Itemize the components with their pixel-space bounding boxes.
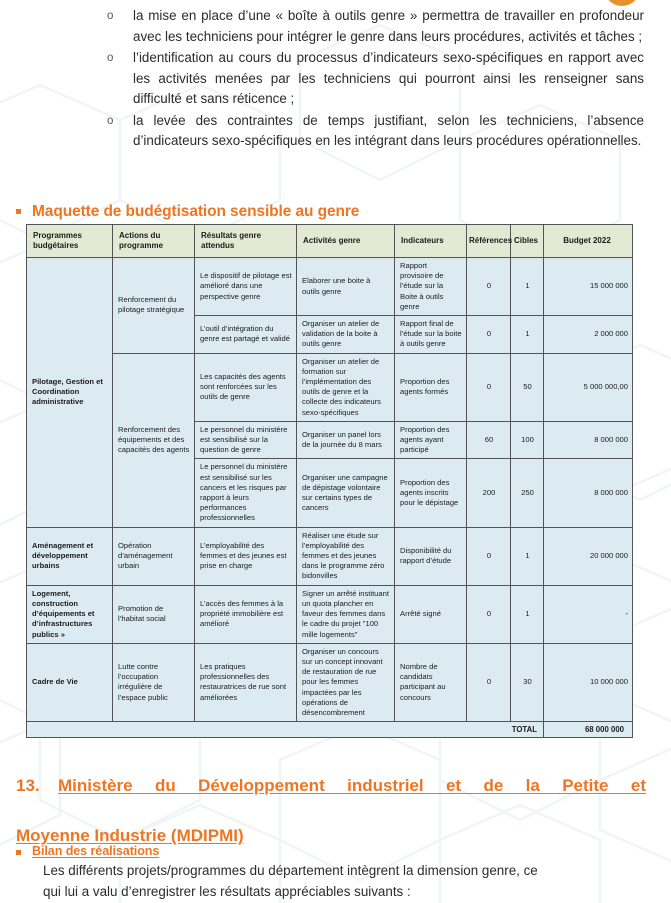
cell-budget: 8 000 000 <box>544 459 633 527</box>
cell-budget: 8 000 000 <box>544 421 633 459</box>
cell-resultat: Les capacités des agents sont renforcées sur les outils de genre <box>195 353 297 421</box>
cell-indicateur: Nombre de candidats participant au concours <box>395 643 467 721</box>
column-header-actions: Actions du programme <box>113 225 195 258</box>
intro-bullet-list <box>104 6 644 153</box>
column-header-indicateurs: Indicateurs <box>395 225 467 258</box>
cell-cible: 1 <box>511 258 544 316</box>
cell-reference: 60 <box>467 421 511 459</box>
ministry-title-line-1 <box>16 773 646 823</box>
cell-reference: 0 <box>467 585 511 643</box>
cell-budget: 10 000 000 <box>544 643 633 721</box>
cell-indicateur: Proportion des agents ayant participé <box>395 421 467 459</box>
cell-activite: Réaliser une étude sur l’employabilité des femmes et des jeunes dans le programme zéro bidonvilles <box>297 527 395 585</box>
bilan-paragraph-line-1: Les différents projets/programmes du département intègrent la dimension genre, ce <box>43 863 538 878</box>
cell-budget: - <box>544 585 633 643</box>
table-body <box>27 258 633 738</box>
cell-budget: 20 000 000 <box>544 527 633 585</box>
cell-resultat: Le dispositif de pilotage est amélioré dans une perspective genre <box>195 258 297 316</box>
table-row <box>27 643 633 721</box>
ministry-section-heading <box>16 773 646 848</box>
cell-reference: 0 <box>467 643 511 721</box>
cell-programme: Cadre de Vie <box>27 643 113 721</box>
cell-activite: Organiser un atelier de validation de la boite à outils genre <box>297 316 395 354</box>
cell-resultat: Le personnel du ministère est sensibilisé sur la question de genre <box>195 421 297 459</box>
cell-budget: 15 000 000 <box>544 258 633 316</box>
list-item-text: l’identification au cours du processus d’indicateurs sexo-spécifiques en rapport avec les activités menées par les techniciens qui pourront ainsi les renseigner sans difficulté et sans réticence ; <box>133 50 644 106</box>
cell-resultat: L’employabilité des femmes et des jeunes est prise en charge <box>195 527 297 585</box>
cell-reference: 0 <box>467 353 511 421</box>
cell-resultat: L’outil d’intégration du genre est partagé et validé <box>195 316 297 354</box>
maquette-heading-text: Maquette de budégtisation sensible au genre <box>32 203 360 220</box>
budget-table-container <box>26 224 632 738</box>
maquette-section-heading <box>16 202 359 221</box>
table-header <box>27 225 633 258</box>
cell-cible: 50 <box>511 353 544 421</box>
column-header-programmes: Programmes budgétaires <box>27 225 113 258</box>
total-value: 68 000 000 <box>544 722 633 738</box>
table-row <box>27 258 633 316</box>
cell-reference: 0 <box>467 527 511 585</box>
cell-programme: Logement, construction d’équipements et d’infrastructures publics » <box>27 585 113 643</box>
table-total-row <box>27 722 633 738</box>
square-bullet-icon <box>16 850 21 855</box>
cell-resultat: L’accès des femmes à la propriété immobilière est amélioré <box>195 585 297 643</box>
cell-indicateur: Proportion des agents formés <box>395 353 467 421</box>
column-header-activites: Activités genre <box>297 225 395 258</box>
cell-budget: 2 000 000 <box>544 316 633 354</box>
cell-indicateur: Proportion des agents inscrits pour le dépistage <box>395 459 467 527</box>
cell-indicateur: Disponibilité du rapport d’étude <box>395 527 467 585</box>
table-header-row <box>27 225 633 258</box>
cell-activite: Elaborer une boite à outils genre <box>297 258 395 316</box>
table-row <box>27 527 633 585</box>
table-row <box>27 353 633 421</box>
ministry-title-part-1: Ministère du Développement industriel et de la Petite et <box>58 776 646 795</box>
bilan-section-heading <box>16 843 159 859</box>
cell-cible: 100 <box>511 421 544 459</box>
bilan-paragraph-line-2: qui lui a valu d’enregistrer les résultats appréciables suivants : <box>43 884 411 899</box>
cell-activite: Organiser un atelier de formation sur l’implémentation des outils de genre et la collecte des indicateurs sexo-spécifiques <box>297 353 395 421</box>
cell-indicateur: Arrêté signé <box>395 585 467 643</box>
cell-budget: 5 000 000,00 <box>544 353 633 421</box>
cell-action: Opération d’aménagement urbain <box>113 527 195 585</box>
circle-bullet-icon: o <box>107 52 114 64</box>
total-label: TOTAL <box>27 722 544 738</box>
cell-action: Lutte contre l’occupation irrégulière de l’espace public <box>113 643 195 721</box>
list-item <box>104 48 644 110</box>
cell-cible: 1 <box>511 585 544 643</box>
cell-cible: 1 <box>511 316 544 354</box>
cell-indicateur: Rapport final de l’étude sur la boite à outils genre <box>395 316 467 354</box>
cell-indicateur: Rapport provisoire de l’étude sur la Boite à outils genre <box>395 258 467 316</box>
ministry-title-part-2: Moyenne Industrie (MDIPMI) <box>16 826 244 845</box>
cell-programme: Aménagement et développement urbains <box>27 527 113 585</box>
cell-reference: 200 <box>467 459 511 527</box>
table-row <box>27 585 633 643</box>
square-bullet-icon <box>16 209 21 214</box>
cell-activite: Organiser un panel lors de la journée du 8 mars <box>297 421 395 459</box>
cell-resultat: Le personnel du ministère est sensibilisé sur les cancers et les risques par rapport à leurs performances professionnelles <box>195 459 297 527</box>
cell-cible: 30 <box>511 643 544 721</box>
cell-activite: Organiser un concours sur un concept innovant de restauration de rue pour les femmes impactées par les opérations de désencombrement <box>297 643 395 721</box>
cell-reference: 0 <box>467 316 511 354</box>
circle-bullet-icon: o <box>107 10 114 22</box>
cell-activite: Organiser une campagne de dépistage volontaire sur certains types de cancers <box>297 459 395 527</box>
bilan-heading-text: Bilan des réalisations <box>32 844 160 858</box>
cell-cible: 1 <box>511 527 544 585</box>
cell-action: Renforcement des équipements et des capacités des agents <box>113 353 195 527</box>
list-item-text: la levée des contraintes de temps justifiant, selon les techniciens, l’absence d’indicateurs sexo-spécifiques en les intégrant dans leurs procédures opérationnelles. <box>133 112 644 148</box>
cell-resultat: Les pratiques professionnelles des restauratrices de rue sont améliorées <box>195 643 297 721</box>
list-item-text: la mise en place d’une « boîte à outils genre » permettra de travailler en profondeur avec les techniciens pour intégrer le genre dans leurs procédures, activités et tâches ; <box>133 8 644 44</box>
column-header-resultats: Résultats genre attendus <box>195 225 297 258</box>
ministry-number: 13. <box>16 776 40 795</box>
bilan-paragraph <box>43 860 644 902</box>
column-header-references: Références <box>467 225 511 258</box>
cell-activite: Signer un arrêté instituant un quota plancher en faveur des femmes dans le cadre du projet "100 mille logements" <box>297 585 395 643</box>
cell-cible: 250 <box>511 459 544 527</box>
budget-table <box>26 224 633 738</box>
column-header-budget: Budget 2022 <box>544 225 633 258</box>
cell-programme: Pilotage, Gestion et Coordination administrative <box>27 258 113 528</box>
list-item <box>104 6 644 47</box>
column-header-cibles: Cibles <box>511 225 544 258</box>
list-item <box>104 111 644 152</box>
cell-action: Renforcement du pilotage stratégique <box>113 258 195 354</box>
cell-action: Promotion de l’habitat social <box>113 585 195 643</box>
cell-reference: 0 <box>467 258 511 316</box>
circle-bullet-icon: o <box>107 114 114 127</box>
